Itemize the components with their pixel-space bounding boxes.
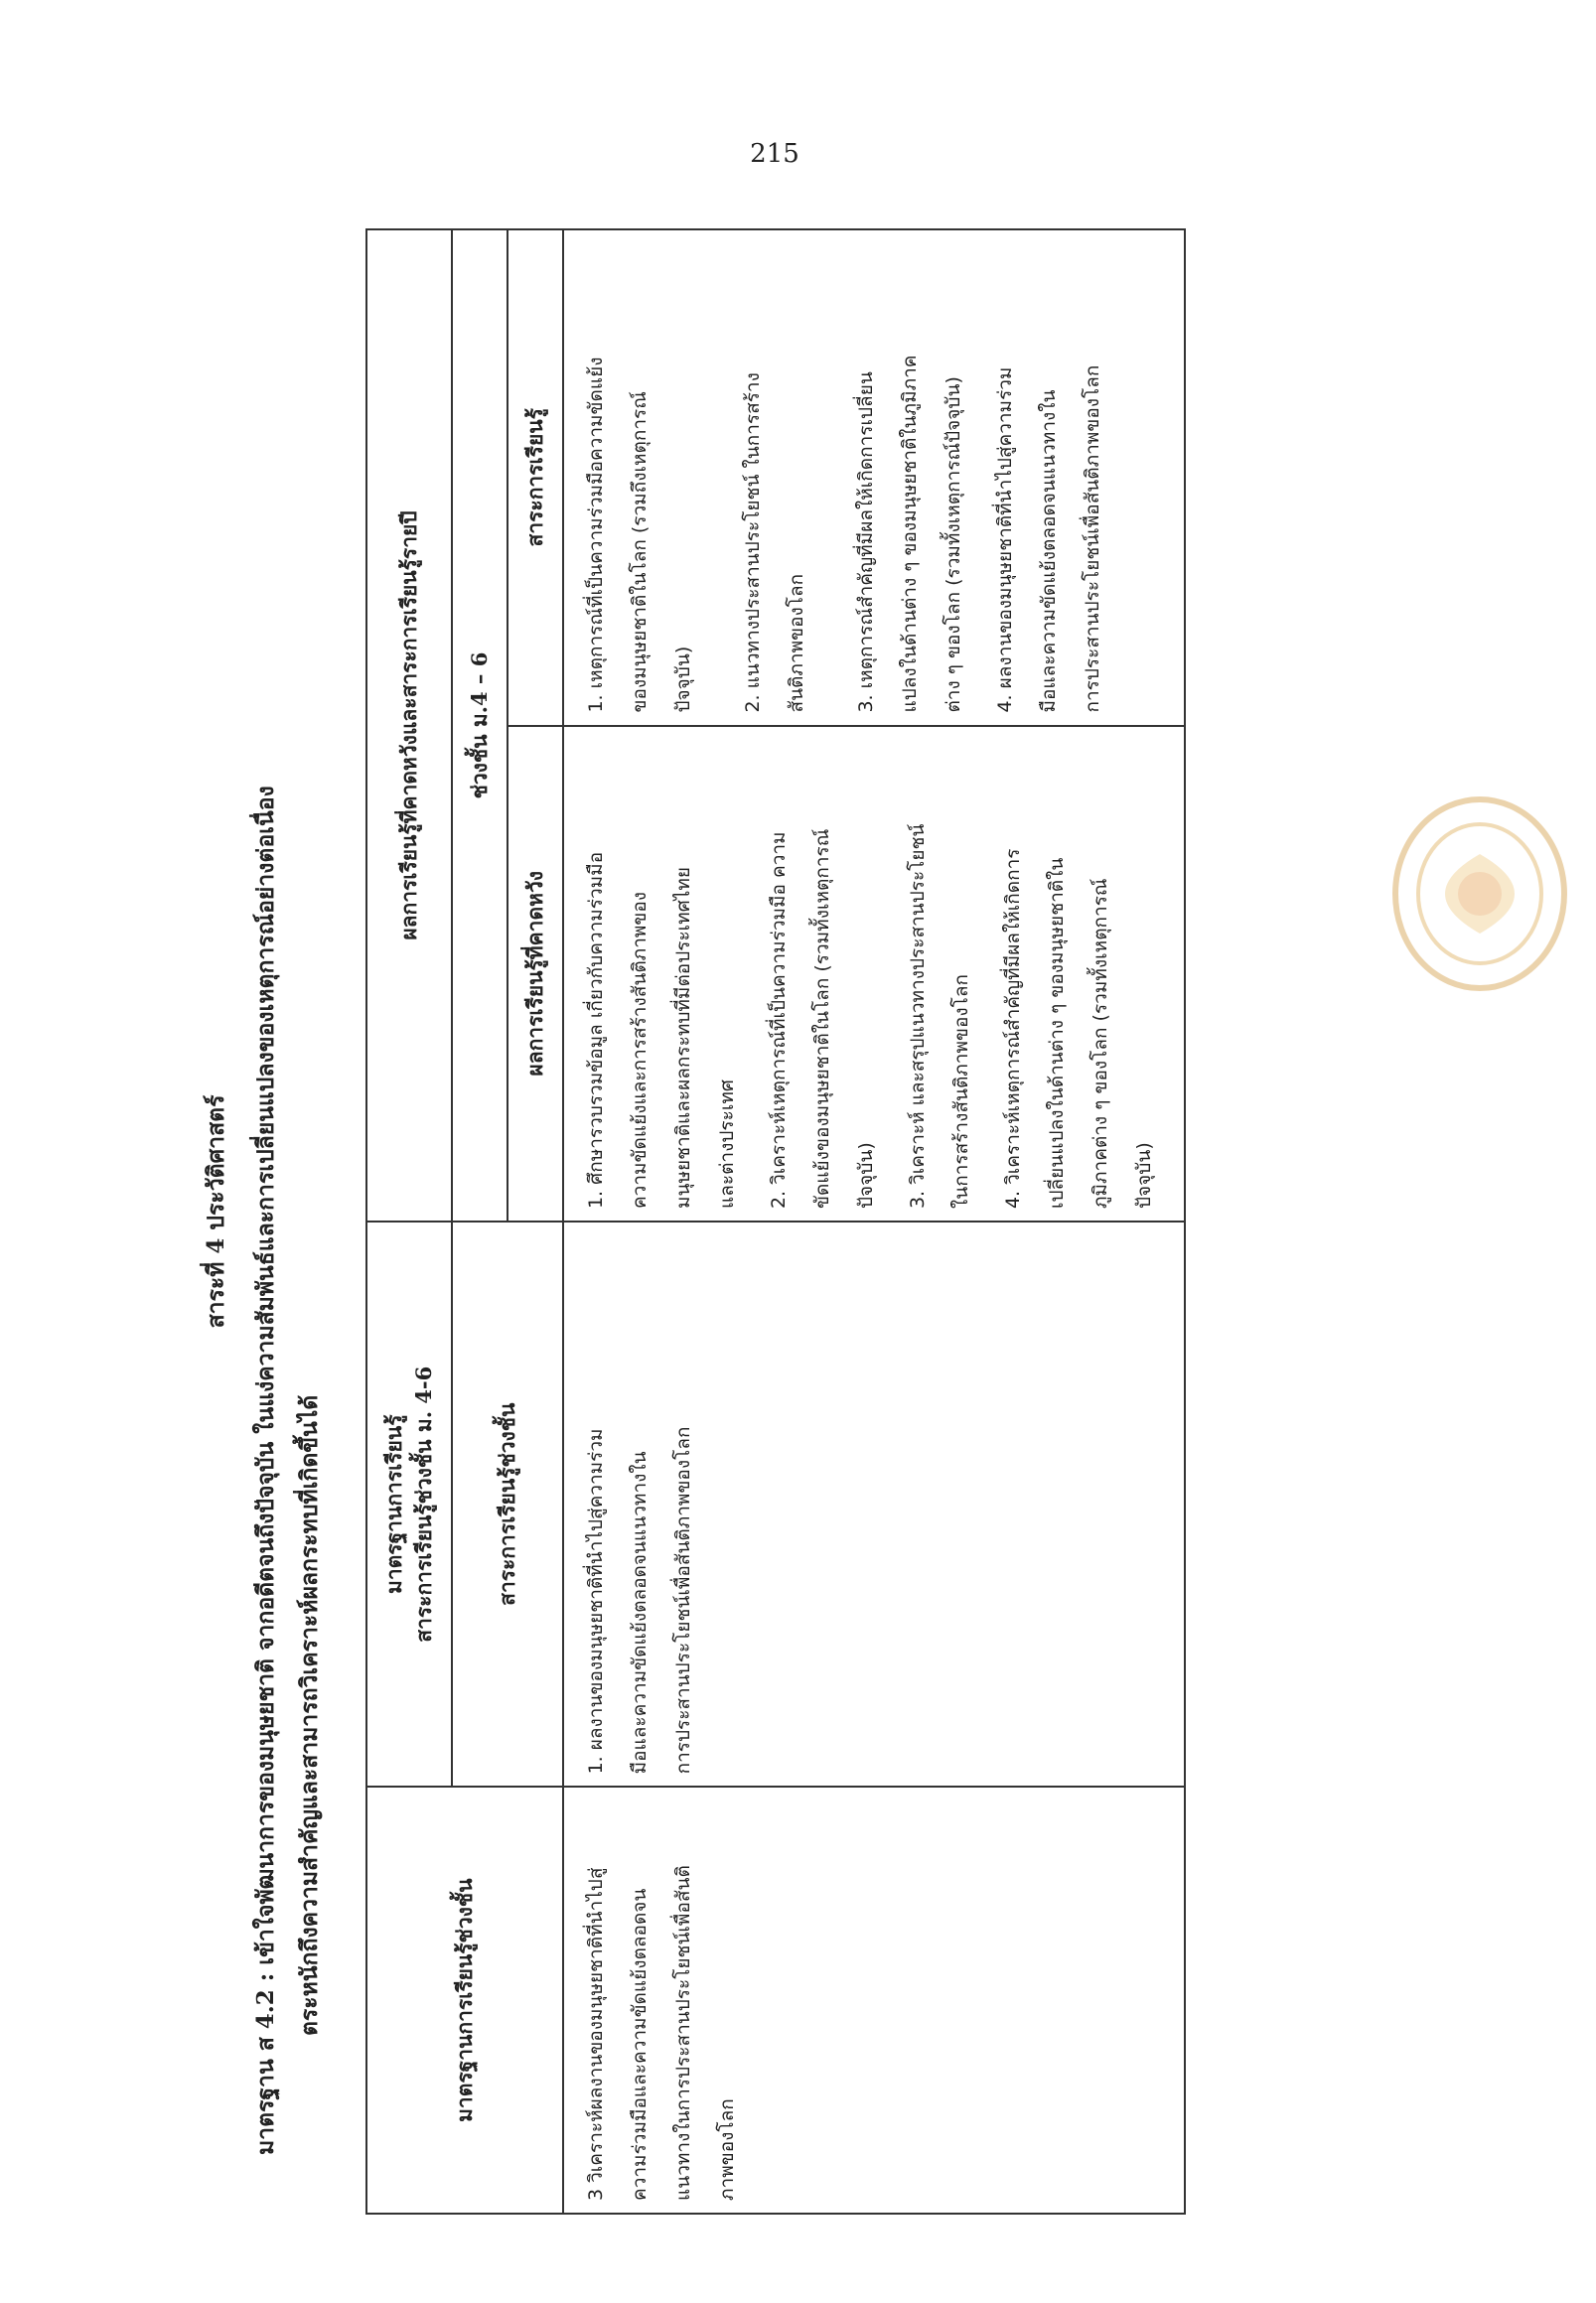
col-header-standard: มาตรฐานการเรียนรู้ช่วงชั้น xyxy=(366,1787,563,2214)
outcome-item xyxy=(991,739,1166,1210)
standards-table xyxy=(365,228,1186,2215)
strand-title: สาระที่ 4 ประวัติศาสตร์ xyxy=(203,1094,229,1329)
content-cell xyxy=(563,1222,1185,1787)
col-header-outcomes-and-content: ผลการเรียนรู้ที่คาดหวังและสาระการเรียนรู้รายปี xyxy=(366,229,452,1222)
rotated-content xyxy=(199,159,1351,2264)
col-header-standard-group-line1: มาตรฐานการเรียนรู้ xyxy=(381,1414,406,1594)
col-header-learning-content: สาระการเรียนรู้ xyxy=(508,229,563,726)
learning-item xyxy=(731,242,818,713)
col-header-expected-outcomes: ผลการเรียนรู้ที่คาดหวัง xyxy=(508,726,563,1223)
learning-line: การประสานประโยชน์เพื่อสันติภาพของโลก xyxy=(1082,364,1103,713)
outcome-line: 2. วิเคราะห์เหตุการณ์ที่เป็นความร่วมมือ ความ xyxy=(768,831,790,1210)
learning-line: 1. เหตุการณ์ที่เป็นความร่วมมือความขัดแย้ง xyxy=(585,357,607,713)
outcome-line: เปลี่ยนแปลงในด้านต่าง ๆ ของมนุษยชาติใน xyxy=(1046,857,1068,1210)
learning-line: ปัจจุบัน) xyxy=(672,646,694,713)
outcome-item xyxy=(757,739,888,1210)
outcome-line: 4. วิเคราะห์เหตุการณ์สำคัญที่มีผลให้เกิดการ xyxy=(1002,848,1024,1210)
learning-line: แปลงในด้านต่าง ๆ ของมนุษยชาติในภูมิภาค xyxy=(899,355,921,713)
content-text-line: 1. ผลงานของมนุษยชาติที่นำไปสู่ความร่วม xyxy=(585,1428,607,1775)
outcome-item xyxy=(896,739,983,1210)
outcome-line: 3. วิเคราะห์ และสรุปแนวทางประสานประโยชน์ xyxy=(907,823,929,1210)
standard-heading-continued: ตระหนักถึงความสำคัญและสามารถวิเคราะห์ผลกระทบที่เกิดขึ้นได้ xyxy=(296,1394,323,2036)
learning-line: 4. ผลงานของมนุษยชาติที่นำไปสู่ความร่วม xyxy=(994,366,1016,713)
standard-text-line: 3 วิเคราะห์ผลงานของมนุษยชาติที่นำไปสู่ xyxy=(585,1867,607,2201)
outcome-line: และต่างประเทศ xyxy=(716,1080,738,1210)
content-text-line: การประสานประโยชน์เพื่อสันติภาพของโลก xyxy=(672,1426,694,1775)
learning-line: มือและความขัดแย้งตลอดจนแนวทางใน xyxy=(1038,389,1060,713)
outcome-line: ในการสร้างสันติภาพของโลก xyxy=(950,973,972,1210)
outcome-line: มนุษยชาติและผลกระทบที่มีต่อประเทศไทย xyxy=(672,867,694,1210)
col-header-standard-group xyxy=(366,1222,452,1787)
learning-content-cell xyxy=(563,229,1185,726)
page-number: 215 xyxy=(750,139,799,169)
col-header-standard-group-line2: สาระการเรียนรู้ช่วงชั้น ม. 4-6 xyxy=(411,1366,436,1643)
outcome-line: ขัดแย้งของมนุษยชาติในโลก (รวมทั้งเหตุการณ์ xyxy=(811,828,833,1210)
col-header-content: สาระการเรียนรู้ช่วงชั้น xyxy=(452,1222,563,1787)
standard-text-line: ความร่วมมือและความขัดแย้งตลอดจน xyxy=(629,1888,651,2201)
outcome-line: ปัจจุบัน) xyxy=(1133,1142,1155,1210)
learning-item xyxy=(983,242,1114,713)
learning-line: 3. เหตุการณ์สำคัญที่มีผลให้เกิดการเปลี่ยน xyxy=(855,371,877,713)
learning-item xyxy=(574,242,705,713)
learning-line: สันติภาพของโลก xyxy=(786,573,807,713)
standard-text-line: แนวทางในการประสานประโยชน์เพื่อสันติ xyxy=(672,1865,694,2201)
learning-line: 2. แนวทางประสานประโยชน์ ในการสร้าง xyxy=(742,372,764,713)
outcomes-cell xyxy=(563,726,1185,1223)
content-text-line: มือและความขัดแย้งตลอดจนแนวทางใน xyxy=(629,1451,651,1775)
outcome-line: ภูมิภาคต่าง ๆ ของโลก (รวมทั้งเหตุการณ์ xyxy=(1089,878,1111,1210)
standard-text-line: ภาพของโลก xyxy=(716,2098,738,2201)
outcome-line: 1. ศึกษารวบรวมข้อมูล เกี่ยวกับความร่วมมือ xyxy=(585,851,607,1210)
outcome-line: ปัจจุบัน) xyxy=(855,1142,877,1210)
seal-watermark-icon xyxy=(1390,794,1569,993)
outcome-item xyxy=(574,739,749,1210)
learning-line: ต่าง ๆ ของโลก (รวมทั้งเหตุการณ์ปัจจุบัน) xyxy=(943,376,964,713)
outcome-line: ความขัดแย้งและการสร้างสันติภาพของ xyxy=(629,891,651,1210)
learning-line: ของมนุษยชาติในโลก (รวมถึงเหตุการณ์ xyxy=(629,391,651,713)
standard-heading: มาตรฐาน ส 4.2 : เข้าใจพัฒนาการของมนุษยชาติ จากอดีตจนถึงปัจจุบัน ในแง่ความสัมพันธ์และการเปลี่ยนแปลงของเหตุการณ์อย่างต่อเนื่อง xyxy=(252,786,279,2155)
standard-cell xyxy=(563,1787,1185,2214)
learning-item xyxy=(844,242,975,713)
grade-range-header: ช่วงชั้น ม.4 – 6 xyxy=(452,229,508,1222)
